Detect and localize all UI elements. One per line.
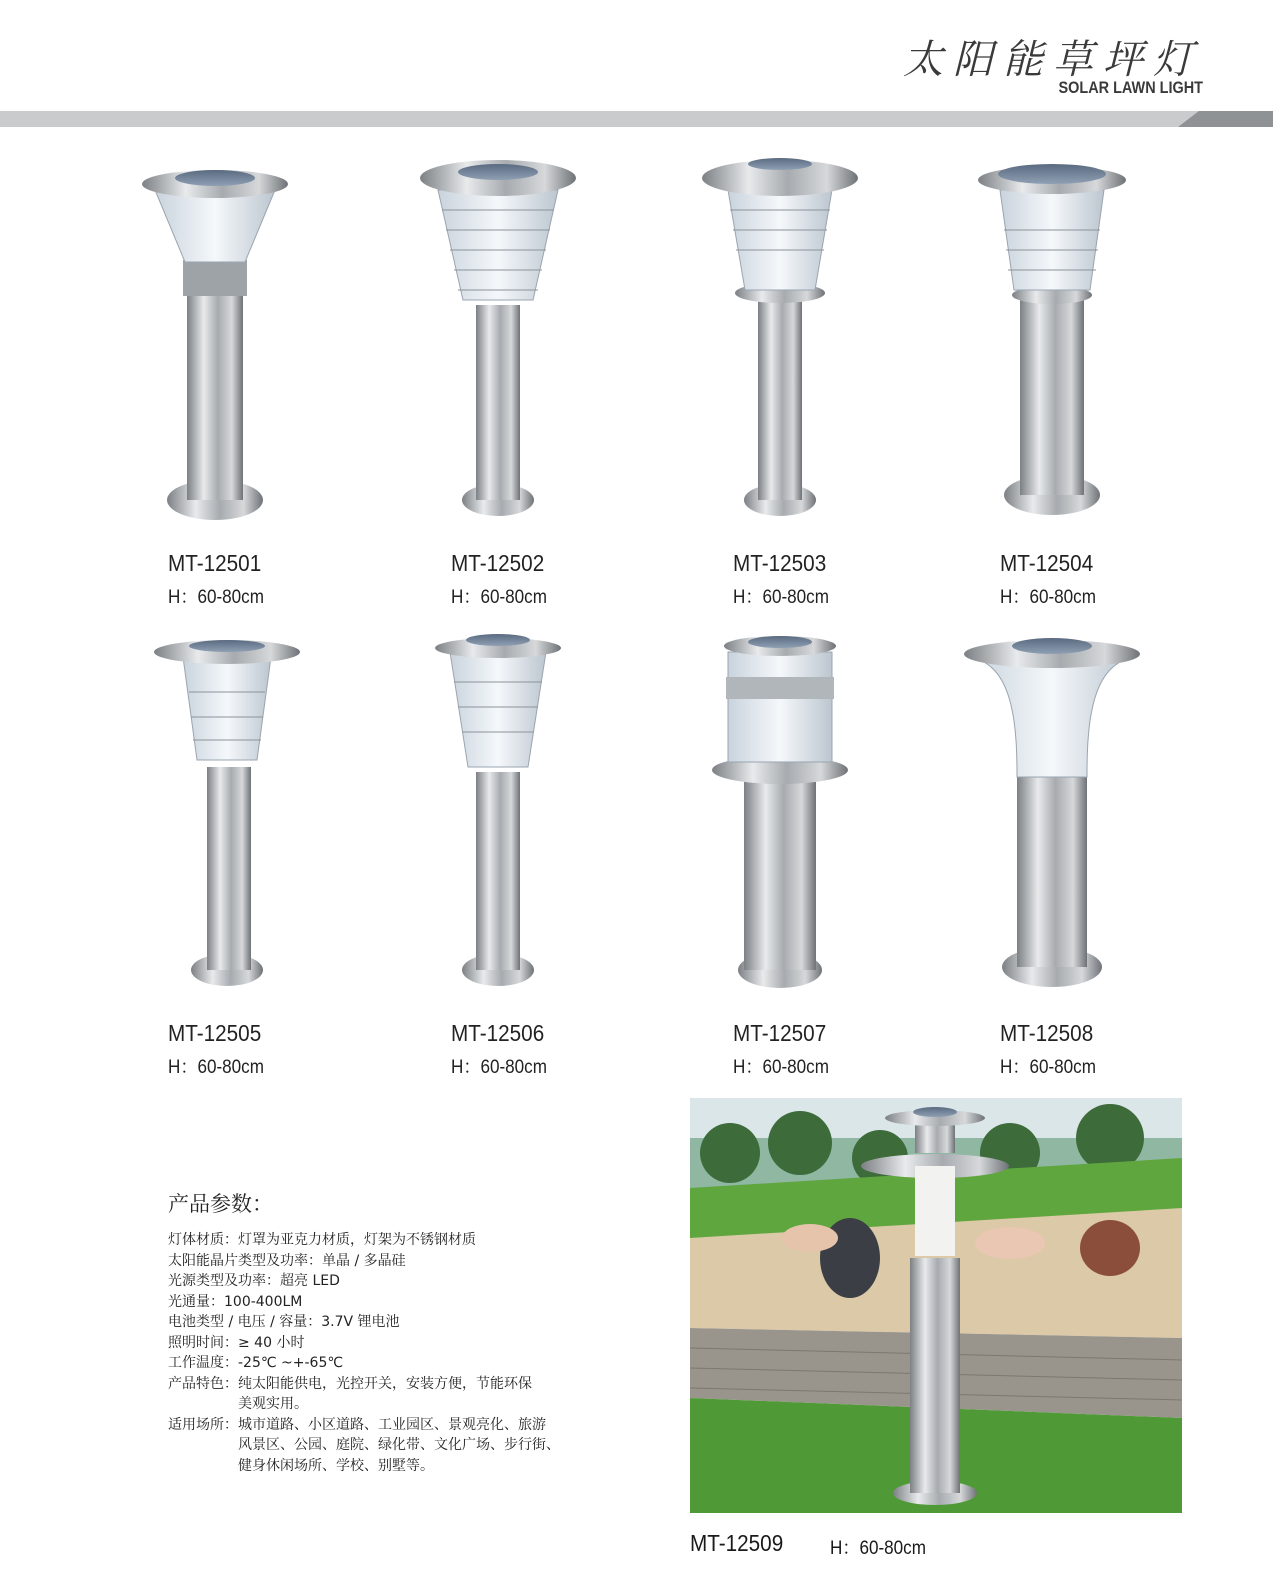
param-row — [168, 1353, 588, 1374]
product-model: MT-12505 — [168, 1020, 262, 1046]
product-model: MT-12507 — [733, 1020, 827, 1046]
param-row — [168, 1230, 588, 1251]
product-mt-12506 — [418, 622, 618, 1078]
param-key: 产品特色： — [168, 1375, 238, 1392]
product-height: H：60-80cm — [168, 1057, 264, 1078]
product-parameters — [168, 1188, 588, 1476]
param-value: 单晶 / 多晶硅 — [322, 1252, 406, 1269]
lamp-image — [700, 150, 900, 530]
product-height: H：60-80cm — [733, 587, 829, 608]
product-model: MT-12504 — [1000, 550, 1094, 576]
param-row — [168, 1374, 588, 1415]
param-key: 电池类型 / 电压 / 容量： — [168, 1314, 322, 1330]
param-key: 适用场所： — [168, 1416, 238, 1433]
product-mt-12502 — [418, 150, 618, 608]
product-model: MT-12508 — [1000, 1020, 1094, 1046]
param-value: 超亮 LED — [280, 1273, 340, 1289]
param-value: 100-400LM — [224, 1293, 303, 1310]
product-model: MT-12506 — [451, 1020, 545, 1046]
product-height: H：60-80cm — [1000, 587, 1096, 608]
product-height: H：60-80cm — [1000, 1057, 1096, 1078]
param-value: 城市道路、小区道路、工业园区、景观亮化、旅游 风景区、公园、庭院、绿化带、文化广场、步行街、 健身休闲场所、学校、别墅等。 — [238, 1416, 560, 1474]
product-mt-12501 — [135, 150, 335, 608]
param-key: 光源类型及功率： — [168, 1273, 280, 1289]
lamp-image — [955, 622, 1155, 1002]
param-value: 灯罩为亚克力材质，灯架为不锈钢材质 — [238, 1232, 476, 1248]
param-key: 工作温度： — [168, 1355, 238, 1371]
product-model: MT-12503 — [733, 550, 827, 576]
param-key: 照明时间： — [168, 1334, 238, 1351]
parameters-heading: 产品参数： — [168, 1192, 273, 1216]
param-row — [168, 1312, 588, 1333]
param-row — [168, 1292, 588, 1313]
param-row — [168, 1333, 588, 1354]
lamp-image — [700, 622, 900, 1002]
product-height: H：60-80cm — [451, 1057, 547, 1078]
param-value: 3.7V 锂电池 — [321, 1314, 400, 1330]
param-value: -25℃ ~+-65℃ — [238, 1355, 344, 1371]
garden-scene-image — [690, 1098, 1182, 1513]
page-title-cn: 太阳能草坪灯 — [903, 37, 1203, 83]
product-height: H：60-80cm — [733, 1057, 829, 1078]
product-mt-12508 — [955, 622, 1155, 1078]
param-value: 纯太阳能供电，光控开关，安装方便，节能环保 美观实用。 — [238, 1375, 532, 1412]
featured-height: H：60-80cm — [830, 1538, 926, 1559]
product-height: H：60-80cm — [451, 587, 547, 608]
param-row — [168, 1271, 588, 1292]
lamp-image — [972, 150, 1172, 530]
product-mt-12504 — [972, 150, 1172, 608]
product-mt-12505 — [135, 622, 335, 1078]
product-model: MT-12501 — [168, 550, 262, 576]
product-height: H：60-80cm — [168, 587, 264, 608]
param-key: 太阳能晶片类型及功率： — [168, 1252, 322, 1269]
param-row — [168, 1415, 588, 1477]
product-mt-12507 — [700, 622, 900, 1078]
product-model: MT-12502 — [451, 550, 545, 576]
lamp-image — [418, 622, 618, 1002]
product-mt-12503 — [700, 150, 900, 608]
param-key: 灯体材质： — [168, 1232, 238, 1248]
lamp-image — [135, 150, 335, 530]
lamp-image — [418, 150, 618, 530]
param-row — [168, 1251, 588, 1272]
lamp-image — [135, 622, 335, 1002]
page-title-en: SOLAR LAWN LIGHT — [1058, 78, 1203, 97]
featured-product-photo — [690, 1098, 1182, 1513]
featured-model: MT-12509 — [690, 1530, 784, 1556]
param-value: ≥ 40 小时 — [238, 1334, 305, 1351]
param-key: 光通量： — [168, 1293, 224, 1310]
header-bar — [0, 111, 1273, 127]
